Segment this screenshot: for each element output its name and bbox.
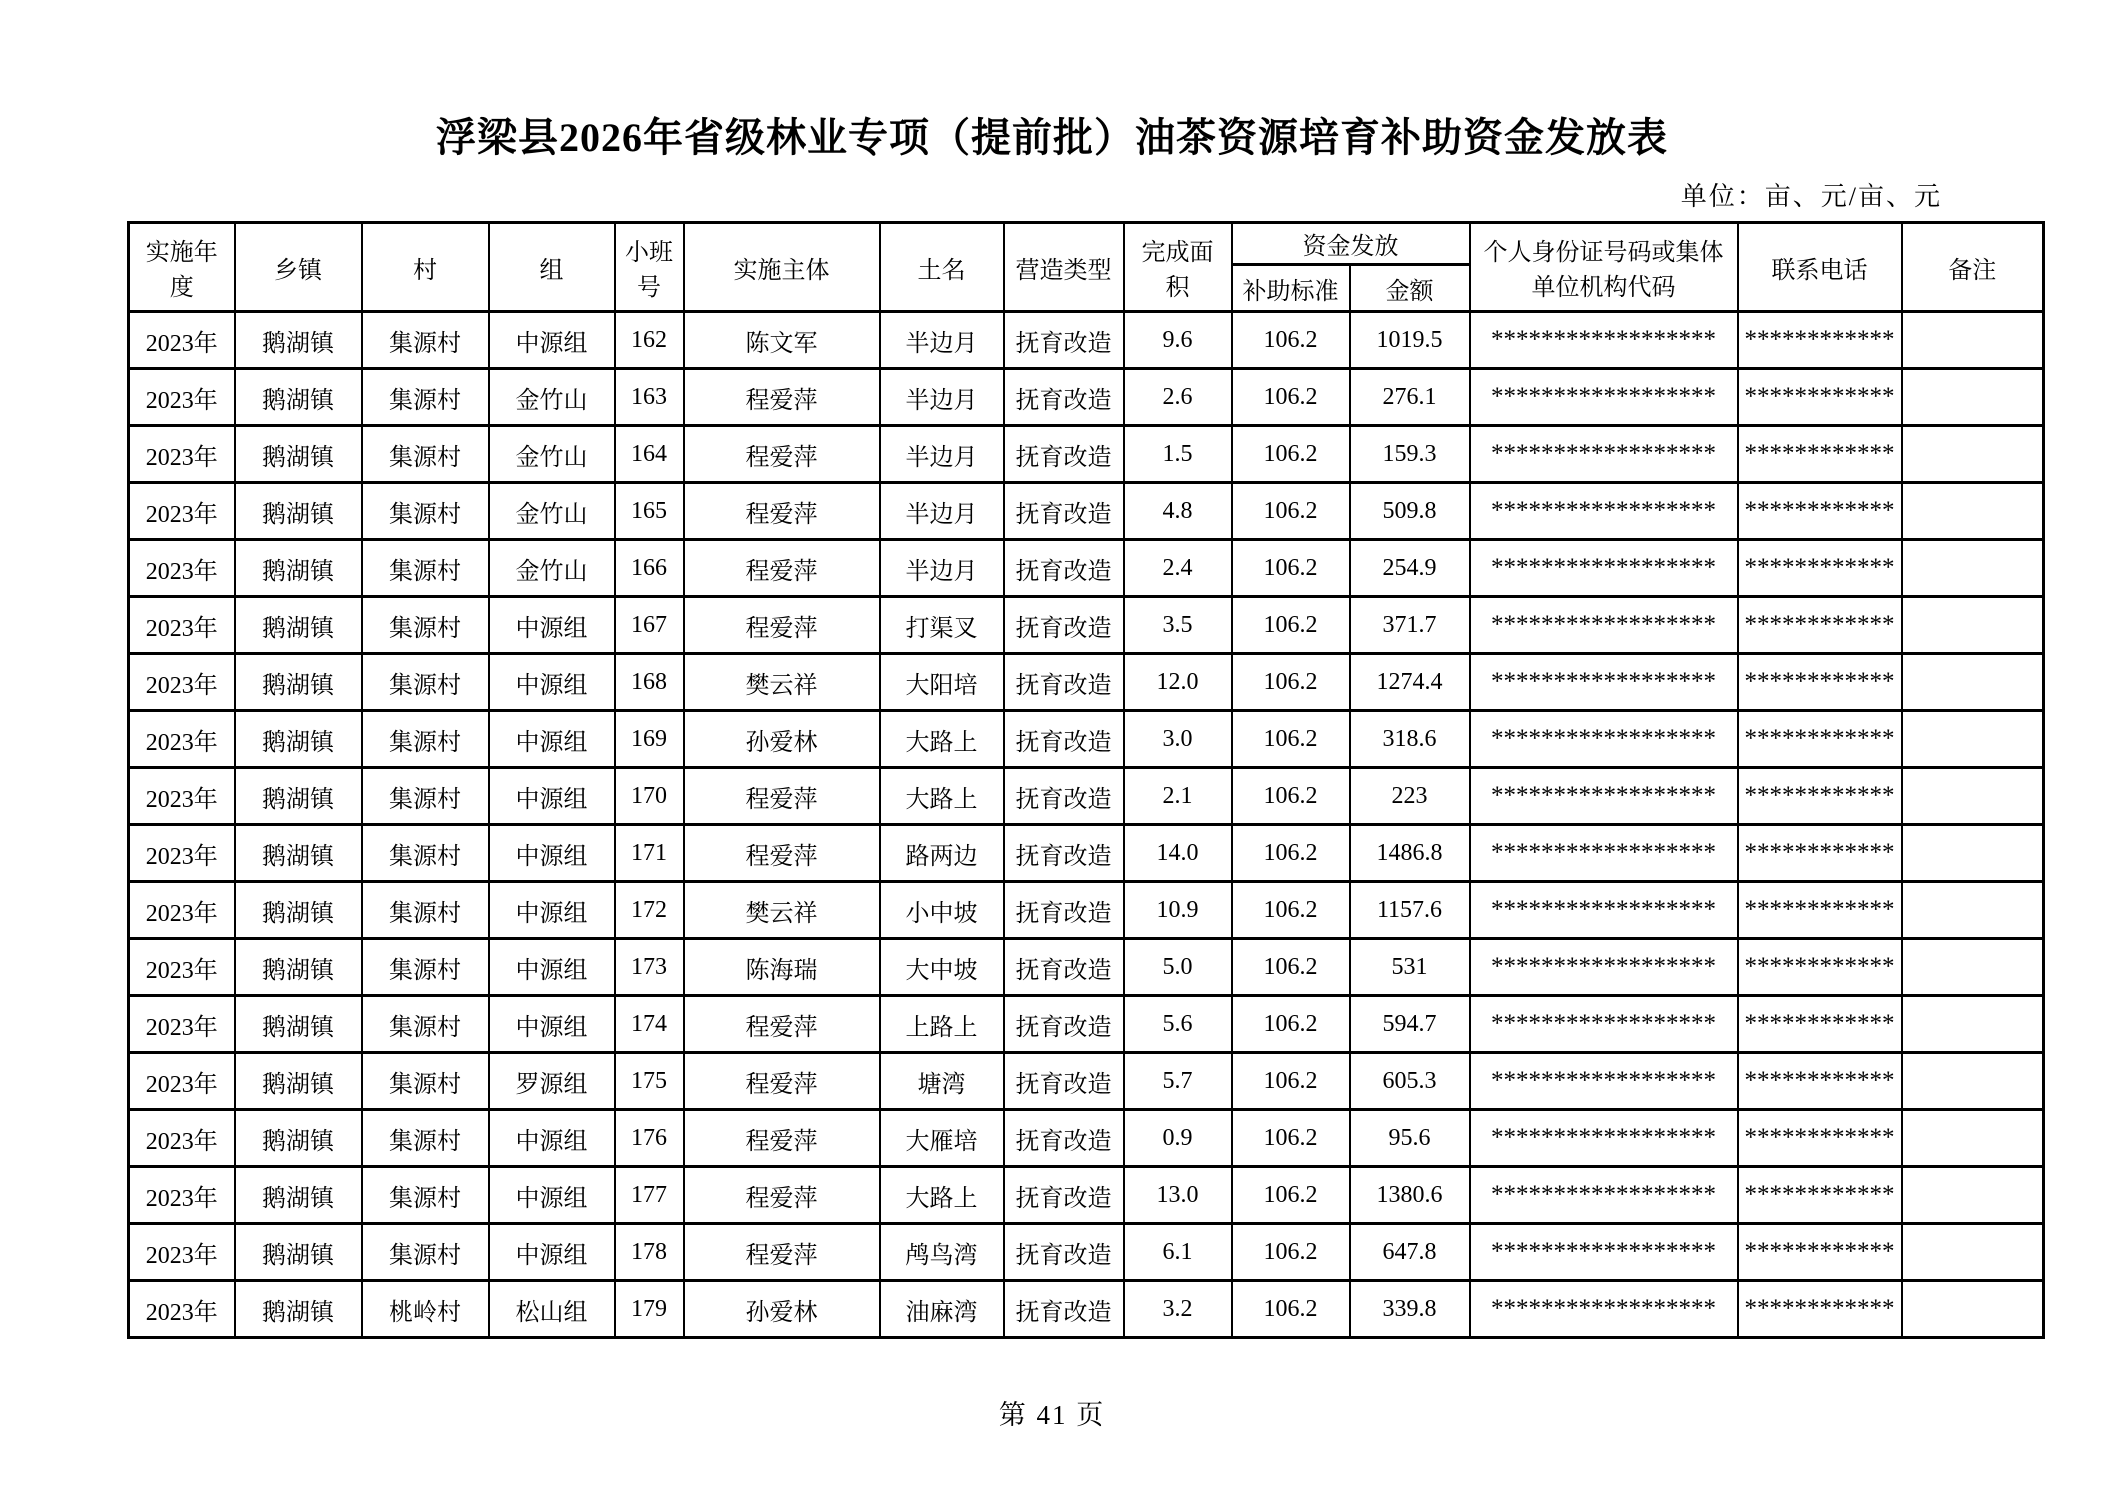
cell-id-code: ****************** [1470,1053,1738,1110]
cell-phone: ************ [1738,426,1902,483]
table-row [129,654,2044,711]
cell-implementer: 程爱萍 [684,1224,880,1281]
cell-amount: 594.7 [1350,996,1470,1053]
cell-amount: 1157.6 [1350,882,1470,939]
cell-construction-type: 抚育改造 [1004,768,1124,825]
table-row [129,426,2044,483]
cell-amount: 1274.4 [1350,654,1470,711]
cell-land-name: 半边月 [880,369,1004,426]
cell-id-code: ****************** [1470,1167,1738,1224]
cell-village: 集源村 [362,1110,489,1167]
cell-group: 中源组 [489,654,615,711]
cell-subsidy-standard: 106.2 [1232,1281,1350,1338]
table-row [129,483,2044,540]
cell-town: 鹅湖镇 [235,768,362,825]
page-number: 第 41 页 [998,1400,1106,1430]
cell-implementer: 程爱萍 [684,483,880,540]
table-row [129,996,2044,1053]
cell-group: 中源组 [489,1224,615,1281]
cell-village: 集源村 [362,1167,489,1224]
cell-implementer: 樊云祥 [684,882,880,939]
cell-subsidy-standard: 106.2 [1232,597,1350,654]
cell-completed-area: 2.1 [1124,768,1232,825]
cell-id-code: ****************** [1470,882,1738,939]
cell-construction-type: 抚育改造 [1004,1053,1124,1110]
cell-completed-area: 10.9 [1124,882,1232,939]
cell-amount: 95.6 [1350,1110,1470,1167]
table-row [129,1053,2044,1110]
cell-id-code: ****************** [1470,1110,1738,1167]
cell-subsidy-standard: 106.2 [1232,426,1350,483]
cell-plot-no: 163 [615,369,684,426]
cell-remark [1902,483,2044,540]
cell-plot-no: 166 [615,540,684,597]
cell-implementer: 程爱萍 [684,1167,880,1224]
cell-year: 2023年 [129,483,235,540]
cell-plot-no: 179 [615,1281,684,1338]
cell-remark [1902,1224,2044,1281]
cell-subsidy-standard: 106.2 [1232,540,1350,597]
cell-construction-type: 抚育改造 [1004,369,1124,426]
cell-land-name: 半边月 [880,426,1004,483]
cell-village: 集源村 [362,939,489,996]
cell-completed-area: 13.0 [1124,1167,1232,1224]
cell-plot-no: 168 [615,654,684,711]
cell-subsidy-standard: 106.2 [1232,768,1350,825]
cell-group: 金竹山 [489,369,615,426]
cell-amount: 339.8 [1350,1281,1470,1338]
cell-land-name: 打渠叉 [880,597,1004,654]
header-plot-no: 小班号 [615,223,684,312]
cell-id-code: ****************** [1470,939,1738,996]
cell-construction-type: 抚育改造 [1004,939,1124,996]
cell-land-name: 半边月 [880,540,1004,597]
cell-village: 集源村 [362,1053,489,1110]
cell-subsidy-standard: 106.2 [1232,1053,1350,1110]
cell-id-code: ****************** [1470,312,1738,369]
cell-group: 中源组 [489,1110,615,1167]
cell-completed-area: 2.4 [1124,540,1232,597]
cell-village: 集源村 [362,654,489,711]
cell-village: 桃岭村 [362,1281,489,1338]
table-row [129,882,2044,939]
cell-completed-area: 3.5 [1124,597,1232,654]
cell-amount: 371.7 [1350,597,1470,654]
cell-remark [1902,768,2044,825]
cell-town: 鹅湖镇 [235,597,362,654]
cell-plot-no: 165 [615,483,684,540]
cell-land-name: 路两边 [880,825,1004,882]
cell-subsidy-standard: 106.2 [1232,825,1350,882]
cell-completed-area: 3.2 [1124,1281,1232,1338]
cell-implementer: 程爱萍 [684,369,880,426]
cell-amount: 647.8 [1350,1224,1470,1281]
cell-id-code: ****************** [1470,426,1738,483]
cell-id-code: ****************** [1470,768,1738,825]
cell-construction-type: 抚育改造 [1004,540,1124,597]
cell-phone: ************ [1738,540,1902,597]
cell-land-name: 塘湾 [880,1053,1004,1110]
cell-year: 2023年 [129,711,235,768]
unit-note: 单位：亩、元/亩、元 [1680,182,1942,211]
cell-group: 中源组 [489,996,615,1053]
cell-id-code: ****************** [1470,483,1738,540]
cell-town: 鹅湖镇 [235,540,362,597]
table-row [129,1224,2044,1281]
cell-subsidy-standard: 106.2 [1232,483,1350,540]
cell-remark [1902,1167,2044,1224]
cell-land-name: 半边月 [880,312,1004,369]
cell-town: 鹅湖镇 [235,369,362,426]
cell-town: 鹅湖镇 [235,654,362,711]
cell-remark [1902,825,2044,882]
table-row [129,1167,2044,1224]
header-village: 村 [362,223,489,312]
cell-remark [1902,597,2044,654]
cell-plot-no: 176 [615,1110,684,1167]
cell-town: 鹅湖镇 [235,1281,362,1338]
cell-remark [1902,1053,2044,1110]
cell-phone: ************ [1738,597,1902,654]
header-phone: 联系电话 [1738,223,1902,312]
cell-group: 中源组 [489,597,615,654]
cell-implementer: 孙爱林 [684,711,880,768]
cell-village: 集源村 [362,369,489,426]
cell-land-name: 小中坡 [880,882,1004,939]
cell-land-name: 半边月 [880,483,1004,540]
cell-implementer: 程爱萍 [684,597,880,654]
cell-plot-no: 178 [615,1224,684,1281]
cell-remark [1902,939,2044,996]
cell-construction-type: 抚育改造 [1004,1224,1124,1281]
cell-remark [1902,882,2044,939]
cell-year: 2023年 [129,768,235,825]
cell-year: 2023年 [129,654,235,711]
cell-group: 中源组 [489,1167,615,1224]
cell-phone: ************ [1738,312,1902,369]
cell-year: 2023年 [129,825,235,882]
cell-remark [1902,711,2044,768]
table-row [129,369,2044,426]
cell-group: 中源组 [489,939,615,996]
cell-year: 2023年 [129,540,235,597]
cell-town: 鹅湖镇 [235,1053,362,1110]
cell-construction-type: 抚育改造 [1004,1281,1124,1338]
cell-town: 鹅湖镇 [235,939,362,996]
cell-amount: 531 [1350,939,1470,996]
cell-subsidy-standard: 106.2 [1232,1110,1350,1167]
cell-year: 2023年 [129,312,235,369]
cell-remark [1902,1110,2044,1167]
cell-construction-type: 抚育改造 [1004,483,1124,540]
cell-id-code: ****************** [1470,540,1738,597]
cell-subsidy-standard: 106.2 [1232,711,1350,768]
cell-amount: 1486.8 [1350,825,1470,882]
cell-village: 集源村 [362,825,489,882]
cell-village: 集源村 [362,597,489,654]
cell-group: 中源组 [489,768,615,825]
cell-village: 集源村 [362,996,489,1053]
cell-town: 鹅湖镇 [235,426,362,483]
cell-subsidy-standard: 106.2 [1232,996,1350,1053]
table-row [129,1110,2044,1167]
cell-land-name: 油麻湾 [880,1281,1004,1338]
cell-plot-no: 169 [615,711,684,768]
cell-phone: ************ [1738,1053,1902,1110]
header-year: 实施年度 [129,223,235,312]
header-land-name: 土名 [880,223,1004,312]
cell-town: 鹅湖镇 [235,483,362,540]
cell-remark [1902,426,2044,483]
cell-year: 2023年 [129,1224,235,1281]
cell-plot-no: 162 [615,312,684,369]
cell-completed-area: 9.6 [1124,312,1232,369]
cell-amount: 223 [1350,768,1470,825]
cell-year: 2023年 [129,1053,235,1110]
table-row [129,597,2044,654]
cell-group: 中源组 [489,882,615,939]
cell-village: 集源村 [362,540,489,597]
subsidy-table [127,221,2045,1339]
cell-year: 2023年 [129,996,235,1053]
cell-phone: ************ [1738,711,1902,768]
table-header [129,223,2044,312]
header-remark: 备注 [1902,223,2044,312]
cell-amount: 276.1 [1350,369,1470,426]
cell-completed-area: 3.0 [1124,711,1232,768]
cell-remark [1902,312,2044,369]
cell-year: 2023年 [129,939,235,996]
cell-remark [1902,369,2044,426]
cell-construction-type: 抚育改造 [1004,711,1124,768]
cell-village: 集源村 [362,426,489,483]
cell-phone: ************ [1738,996,1902,1053]
cell-group: 罗源组 [489,1053,615,1110]
table-row [129,312,2044,369]
cell-subsidy-standard: 106.2 [1232,1224,1350,1281]
cell-implementer: 程爱萍 [684,1110,880,1167]
cell-completed-area: 2.6 [1124,369,1232,426]
cell-phone: ************ [1738,939,1902,996]
cell-implementer: 陈海瑞 [684,939,880,996]
cell-town: 鹅湖镇 [235,312,362,369]
cell-subsidy-standard: 106.2 [1232,939,1350,996]
cell-implementer: 孙爱林 [684,1281,880,1338]
cell-completed-area: 14.0 [1124,825,1232,882]
cell-plot-no: 170 [615,768,684,825]
cell-group: 金竹山 [489,426,615,483]
cell-phone: ************ [1738,654,1902,711]
cell-phone: ************ [1738,825,1902,882]
table-row [129,540,2044,597]
cell-group: 中源组 [489,711,615,768]
cell-phone: ************ [1738,882,1902,939]
cell-plot-no: 167 [615,597,684,654]
cell-village: 集源村 [362,312,489,369]
cell-phone: ************ [1738,768,1902,825]
header-completed-area: 完成面积 [1124,223,1232,312]
cell-plot-no: 177 [615,1167,684,1224]
cell-year: 2023年 [129,882,235,939]
cell-id-code: ****************** [1470,1224,1738,1281]
cell-construction-type: 抚育改造 [1004,654,1124,711]
cell-id-code: ****************** [1470,711,1738,768]
cell-town: 鹅湖镇 [235,825,362,882]
cell-amount: 254.9 [1350,540,1470,597]
cell-id-code: ****************** [1470,369,1738,426]
cell-id-code: ****************** [1470,996,1738,1053]
header-amount: 金额 [1350,265,1470,312]
cell-land-name: 大路上 [880,768,1004,825]
cell-remark [1902,1281,2044,1338]
cell-phone: ************ [1738,1167,1902,1224]
cell-implementer: 程爱萍 [684,540,880,597]
cell-land-name: 鸬鸟湾 [880,1224,1004,1281]
cell-construction-type: 抚育改造 [1004,1110,1124,1167]
table-row [129,768,2044,825]
header-construction-type: 营造类型 [1004,223,1124,312]
cell-phone: ************ [1738,483,1902,540]
cell-subsidy-standard: 106.2 [1232,312,1350,369]
cell-group: 金竹山 [489,483,615,540]
cell-completed-area: 1.5 [1124,426,1232,483]
header-id-code: 个人身份证号码或集体单位机构代码 [1470,223,1738,312]
cell-plot-no: 172 [615,882,684,939]
cell-group: 中源组 [489,312,615,369]
cell-town: 鹅湖镇 [235,1167,362,1224]
cell-plot-no: 171 [615,825,684,882]
cell-town: 鹅湖镇 [235,996,362,1053]
cell-amount: 509.8 [1350,483,1470,540]
table-row [129,1281,2044,1338]
cell-construction-type: 抚育改造 [1004,312,1124,369]
cell-village: 集源村 [362,768,489,825]
cell-plot-no: 173 [615,939,684,996]
table-row [129,711,2044,768]
cell-group: 松山组 [489,1281,615,1338]
cell-plot-no: 174 [615,996,684,1053]
cell-implementer: 陈文军 [684,312,880,369]
cell-amount: 318.6 [1350,711,1470,768]
cell-subsidy-standard: 106.2 [1232,369,1350,426]
cell-remark [1902,540,2044,597]
cell-construction-type: 抚育改造 [1004,1167,1124,1224]
cell-village: 集源村 [362,1224,489,1281]
table-row [129,939,2044,996]
cell-completed-area: 4.8 [1124,483,1232,540]
cell-phone: ************ [1738,1281,1902,1338]
cell-completed-area: 5.6 [1124,996,1232,1053]
cell-implementer: 程爱萍 [684,426,880,483]
cell-town: 鹅湖镇 [235,1224,362,1281]
cell-amount: 605.3 [1350,1053,1470,1110]
header-group: 组 [489,223,615,312]
cell-phone: ************ [1738,369,1902,426]
cell-year: 2023年 [129,597,235,654]
cell-id-code: ****************** [1470,825,1738,882]
cell-land-name: 大中坡 [880,939,1004,996]
cell-amount: 1380.6 [1350,1167,1470,1224]
cell-construction-type: 抚育改造 [1004,882,1124,939]
cell-amount: 159.3 [1350,426,1470,483]
cell-land-name: 大路上 [880,1167,1004,1224]
cell-village: 集源村 [362,483,489,540]
cell-remark [1902,654,2044,711]
cell-year: 2023年 [129,1281,235,1338]
header-subsidy-standard: 补助标准 [1232,265,1350,312]
cell-implementer: 樊云祥 [684,654,880,711]
cell-completed-area: 5.7 [1124,1053,1232,1110]
cell-implementer: 程爱萍 [684,825,880,882]
cell-subsidy-standard: 106.2 [1232,654,1350,711]
cell-completed-area: 5.0 [1124,939,1232,996]
table-body [129,312,2044,1338]
cell-group: 中源组 [489,825,615,882]
cell-completed-area: 0.9 [1124,1110,1232,1167]
cell-town: 鹅湖镇 [235,882,362,939]
cell-village: 集源村 [362,882,489,939]
header-town: 乡镇 [235,223,362,312]
cell-completed-area: 12.0 [1124,654,1232,711]
cell-construction-type: 抚育改造 [1004,597,1124,654]
cell-remark [1902,996,2044,1053]
table-row [129,825,2044,882]
cell-town: 鹅湖镇 [235,1110,362,1167]
header-fund-group: 资金发放 [1232,223,1470,265]
cell-construction-type: 抚育改造 [1004,825,1124,882]
cell-land-name: 上路上 [880,996,1004,1053]
cell-land-name: 大路上 [880,711,1004,768]
cell-id-code: ****************** [1470,597,1738,654]
cell-town: 鹅湖镇 [235,711,362,768]
cell-plot-no: 175 [615,1053,684,1110]
cell-year: 2023年 [129,369,235,426]
cell-id-code: ****************** [1470,654,1738,711]
cell-phone: ************ [1738,1224,1902,1281]
cell-construction-type: 抚育改造 [1004,996,1124,1053]
cell-land-name: 大阳培 [880,654,1004,711]
cell-land-name: 大雁培 [880,1110,1004,1167]
page-title: 浮梁县2026年省级林业专项（提前批）油茶资源培育补助资金发放表 [436,115,1668,160]
cell-group: 金竹山 [489,540,615,597]
cell-implementer: 程爱萍 [684,1053,880,1110]
cell-year: 2023年 [129,426,235,483]
header-implementer: 实施主体 [684,223,880,312]
cell-id-code: ****************** [1470,1281,1738,1338]
cell-implementer: 程爱萍 [684,768,880,825]
cell-amount: 1019.5 [1350,312,1470,369]
cell-village: 集源村 [362,711,489,768]
cell-subsidy-standard: 106.2 [1232,882,1350,939]
cell-phone: ************ [1738,1110,1902,1167]
cell-year: 2023年 [129,1110,235,1167]
cell-implementer: 程爱萍 [684,996,880,1053]
cell-year: 2023年 [129,1167,235,1224]
cell-construction-type: 抚育改造 [1004,426,1124,483]
cell-completed-area: 6.1 [1124,1224,1232,1281]
cell-plot-no: 164 [615,426,684,483]
cell-subsidy-standard: 106.2 [1232,1167,1350,1224]
